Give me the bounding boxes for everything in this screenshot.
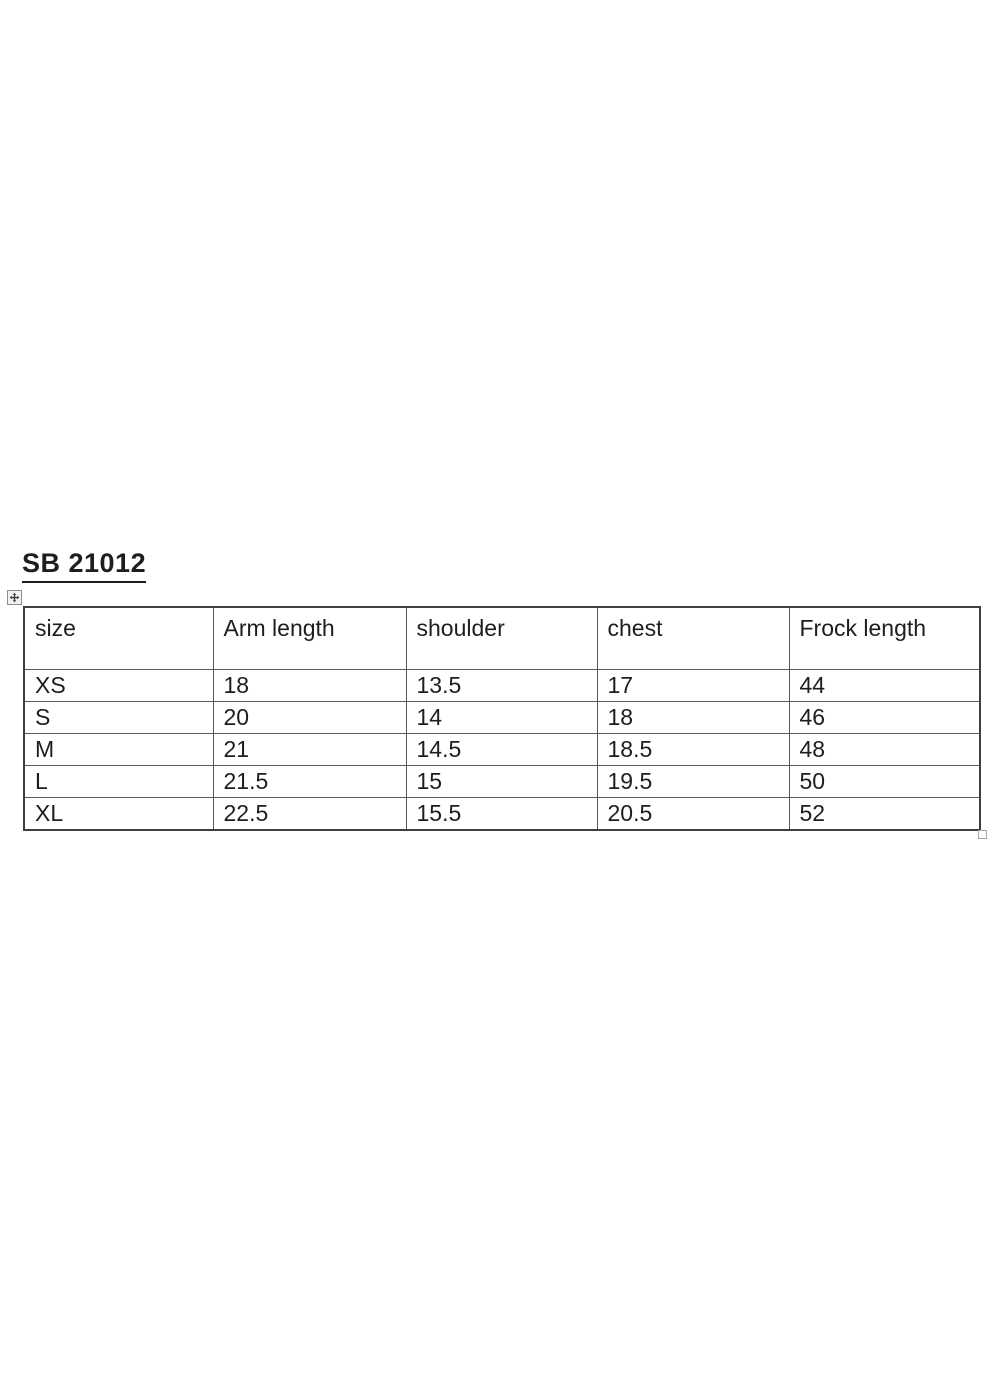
table-row-xs <box>24 669 980 701</box>
cell-size: XL <box>24 797 213 830</box>
table-resize-handle[interactable] <box>978 830 987 839</box>
table-row-l <box>24 765 980 797</box>
size-chart-table <box>23 606 981 831</box>
cell-arm-length: 20 <box>213 701 406 733</box>
cell-frock-length: 50 <box>789 765 980 797</box>
header-arm-length: Arm length <box>213 607 406 669</box>
cell-chest: 17 <box>597 669 789 701</box>
table-row-m <box>24 733 980 765</box>
header-chest: chest <box>597 607 789 669</box>
cell-arm-length: 22.5 <box>213 797 406 830</box>
cell-arm-length: 18 <box>213 669 406 701</box>
cell-chest: 20.5 <box>597 797 789 830</box>
cell-size: L <box>24 765 213 797</box>
table-row-s <box>24 701 980 733</box>
header-row <box>24 607 980 669</box>
cell-chest: 18.5 <box>597 733 789 765</box>
cell-shoulder: 15.5 <box>406 797 597 830</box>
cell-size: S <box>24 701 213 733</box>
table-row-xl <box>24 797 980 830</box>
cell-frock-length: 52 <box>789 797 980 830</box>
table-move-handle[interactable] <box>7 590 22 605</box>
cell-arm-length: 21.5 <box>213 765 406 797</box>
header-shoulder: shoulder <box>406 607 597 669</box>
cell-size: M <box>24 733 213 765</box>
cell-shoulder: 14.5 <box>406 733 597 765</box>
cell-size: XS <box>24 669 213 701</box>
cell-chest: 19.5 <box>597 765 789 797</box>
cell-frock-length: 44 <box>789 669 980 701</box>
four-way-arrow-icon <box>9 592 20 603</box>
cell-frock-length: 48 <box>789 733 980 765</box>
cell-shoulder: 14 <box>406 701 597 733</box>
cell-chest: 18 <box>597 701 789 733</box>
document-title: SB 21012 <box>22 549 146 583</box>
cell-shoulder: 13.5 <box>406 669 597 701</box>
cell-frock-length: 46 <box>789 701 980 733</box>
header-size: size <box>24 607 213 669</box>
header-frock-length: Frock length <box>789 607 980 669</box>
cell-arm-length: 21 <box>213 733 406 765</box>
cell-shoulder: 15 <box>406 765 597 797</box>
